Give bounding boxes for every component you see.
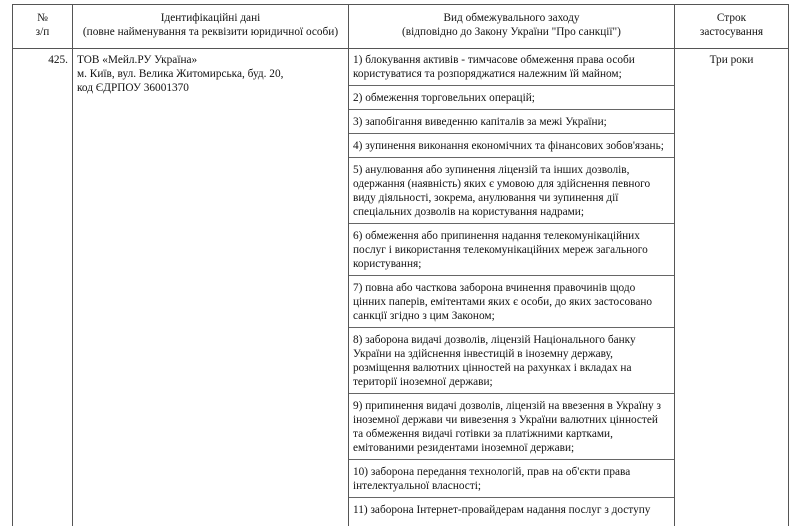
entity-code: код ЄДРПОУ 36001370	[77, 81, 344, 95]
header-number: № з/п	[13, 5, 73, 49]
header-measures: Вид обмежувального заходу (відповідно до Закону України "Про санкції")	[349, 5, 675, 49]
entity-cell	[73, 49, 349, 526]
measure-item: 1) блокування активів - тимчасове обмеження права особи користуватися та розпоряджатися належним їй майном;	[349, 53, 674, 86]
measure-item: 3) запобігання виведенню капіталів за межі України;	[349, 115, 674, 134]
measure-item: 4) зупинення виконання економічних та фінансових зобов'язань;	[349, 139, 674, 158]
measure-item: 6) обмеження або припинення надання телекомунікаційних послуг і використання телекомунікаційних мереж загального користування;	[349, 229, 674, 276]
measure-item: 2) обмеження торговельних операцій;	[349, 91, 674, 110]
measure-item: 8) заборона видачі дозволів, ліцензій Національного банку України на здійснення інвестицій в іноземну державу, розміщення валютних цінностей на рахунках і вкладах на території іноземної держави;	[349, 333, 674, 394]
entity-address: м. Київ, вул. Велика Житомирська, буд. 20,	[77, 67, 344, 81]
term-cell: Три роки	[675, 49, 789, 526]
measure-item: 5) анулювання або зупинення ліцензій та інших дозволів, одержання (наявність) яких є умовою для здійснення певного виду діяльності, зокрема, анулювання чи зупинення дії спеціальних дозволів на користування надрами;	[349, 163, 674, 224]
entity-name: ТОВ «Мейл.РУ Україна»	[77, 53, 344, 67]
table-header-row	[13, 5, 789, 49]
sanctions-table	[12, 4, 789, 526]
measure-item: 7) повна або часткова заборона вчинення правочинів щодо цінних паперів, емітентами яких є особи, до яких застосовано санкції згідно з цим Законом;	[349, 281, 674, 328]
measure-item: 10) заборона передання технологій, прав на об'єкти права інтелектуальної власності;	[349, 465, 674, 498]
row-number: 425.	[13, 49, 73, 526]
measure-item: 9) припинення видачі дозволів, ліцензій на ввезення в Україну з іноземної держави чи вивезення з України валютних цінностей та обмеження видачі готівки за платіжними картками, емітованими резидентами іноземної держави;	[349, 399, 674, 460]
measure-item: 11) заборона Інтернет-провайдерам надання послуг з доступу	[349, 503, 674, 521]
table-row	[13, 49, 789, 526]
measures-cell	[349, 49, 675, 526]
header-entity: Ідентифікаційні дані (повне найменування та реквізити юридичної особи)	[73, 5, 349, 49]
header-term: Строк застосування	[675, 5, 789, 49]
